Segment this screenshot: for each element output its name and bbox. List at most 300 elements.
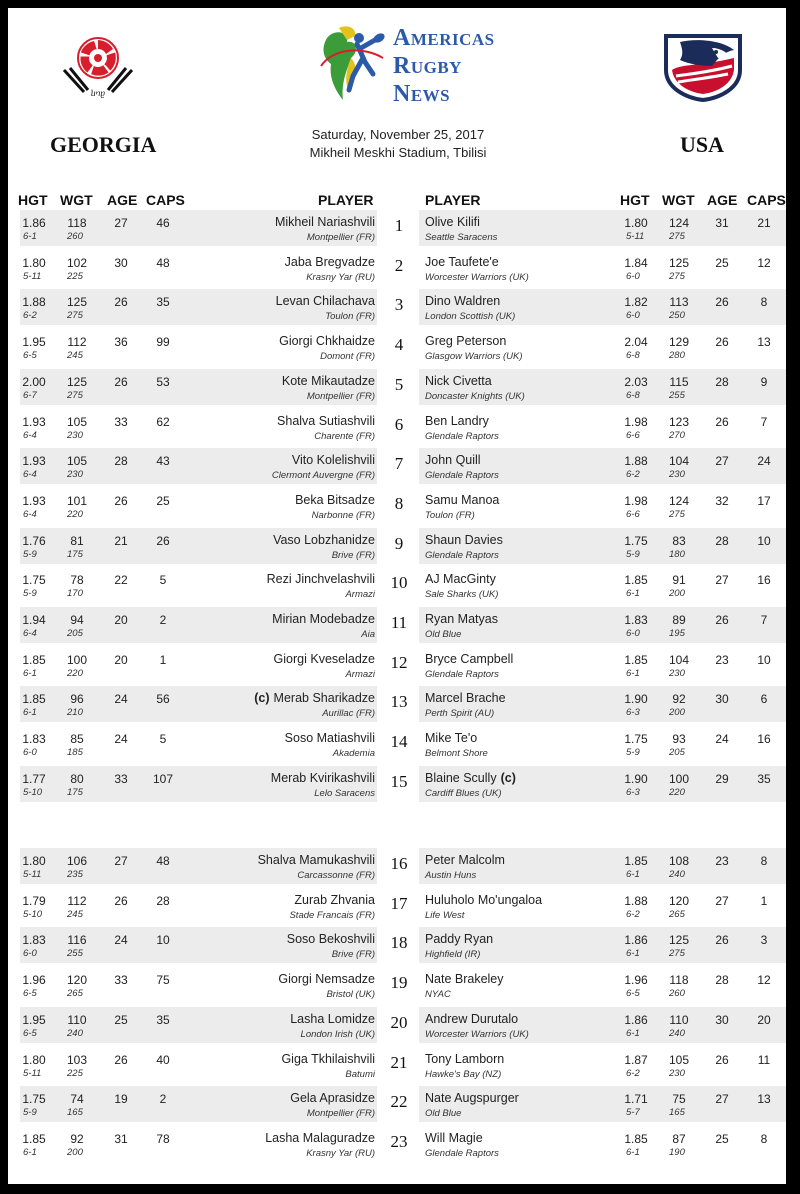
georgia-height-ft: 6-4 <box>23 469 37 481</box>
usa-weight-lb: 230 <box>669 469 685 481</box>
georgia-player-club: Lelo Saracens <box>314 787 375 799</box>
team-name-georgia: GEORGIA <box>50 132 157 157</box>
georgia-player-club: Montpellier (FR) <box>306 390 375 402</box>
georgia-height-ft: 6-4 <box>23 628 37 639</box>
usa-weight-kg: 110 <box>669 1012 689 1027</box>
usa-weight-kg: 118 <box>669 973 689 988</box>
usa-player-name <box>425 493 499 507</box>
georgia-height-m: 1.93 <box>22 493 46 508</box>
georgia-player-name-text: Mikheil Nariashvili <box>274 215 375 229</box>
brand-line-1: Americas <box>393 25 495 51</box>
lineup-row <box>8 686 786 722</box>
jersey-number: 4 <box>394 335 404 355</box>
georgia-age: 24 <box>114 933 128 948</box>
lineup-row <box>8 1007 786 1043</box>
usa-height-ft: 6-8 <box>626 350 640 362</box>
lineup-row <box>8 369 786 405</box>
usa-player-club: Doncaster Knights (UK) <box>425 390 525 402</box>
usa-height-ft: 6-1 <box>626 588 640 600</box>
usa-player-club: Old Blue <box>425 1108 462 1120</box>
georgia-player-name-text: Giga Tkhilaishvili <box>281 1051 375 1066</box>
georgia-age: 27 <box>114 854 128 868</box>
usa-height-m: 1.84 <box>624 255 648 270</box>
georgia-caps: 5 <box>159 732 167 747</box>
georgia-age: 24 <box>114 732 128 747</box>
georgia-player-name-text: Zurab Zhvania <box>294 892 375 907</box>
georgia-height-m: 1.94 <box>22 613 46 627</box>
lineup-row <box>8 409 786 445</box>
georgia-height-m: 1.76 <box>22 533 46 548</box>
georgia-height-ft: 6-1 <box>23 707 37 719</box>
usa-height-ft: 6-8 <box>626 389 640 401</box>
usa-player-name-text: Ryan Matyas <box>425 612 498 626</box>
usa-caps: 20 <box>757 1012 771 1027</box>
usa-weight-kg: 123 <box>668 414 690 429</box>
usa-height-ft: 6-1 <box>626 1027 640 1039</box>
usa-age: 28 <box>715 973 729 988</box>
georgia-weight-kg: 74 <box>70 1092 84 1107</box>
georgia-height-m: 2.00 <box>22 374 46 389</box>
georgia-player-name <box>287 932 375 946</box>
georgia-player-name <box>285 255 375 269</box>
georgia-player-name-text: Kote Mikautadze <box>281 373 375 388</box>
georgia-age: 33 <box>114 414 128 429</box>
georgia-height-m: 1.93 <box>22 414 46 429</box>
usa-player-name-text: Olive Kilifi <box>425 215 480 229</box>
georgia-height-ft: 6-7 <box>23 389 37 401</box>
usa-player-name <box>425 533 503 547</box>
captain-marker: (c) <box>254 691 270 706</box>
georgia-weight-lb: 275 <box>67 310 83 322</box>
georgia-player-club: Brive (FR) <box>331 549 375 561</box>
georgia-player-club: Krasny Yar (RU) <box>306 1147 375 1159</box>
usa-height-ft: 6-2 <box>626 469 640 481</box>
georgia-player-name <box>274 652 375 666</box>
georgia-player-name-text: Lasha Lomidze <box>290 1011 375 1026</box>
usa-player-name <box>425 972 504 986</box>
header-hgt-right: HGT <box>620 192 650 208</box>
georgia-age: 20 <box>114 652 128 667</box>
header-player-left: PLAYER <box>318 192 374 208</box>
usa-weight-lb: 180 <box>669 548 685 560</box>
georgia-height-ft: 5-11 <box>23 1067 42 1079</box>
header-hgt-left: HGT <box>18 192 48 208</box>
jersey-number: 19 <box>390 973 408 993</box>
georgia-height-m: 1.77 <box>22 771 46 786</box>
usa-caps: 1 <box>760 893 768 908</box>
usa-player-club: Old Blue <box>425 629 462 640</box>
georgia-player-name <box>273 533 375 547</box>
usa-height-ft: 6-3 <box>626 707 640 719</box>
georgia-weight-kg: 78 <box>70 573 84 588</box>
usa-height-m: 1.85 <box>624 1131 648 1146</box>
usa-player-name <box>425 255 499 269</box>
usa-caps: 8 <box>760 1131 768 1146</box>
usa-caps: 10 <box>757 533 771 548</box>
georgia-age: 26 <box>114 295 128 310</box>
georgia-height-ft: 6-0 <box>23 747 37 759</box>
georgia-height-m: 1.85 <box>22 652 46 667</box>
usa-player-club: Glasgow Warriors (UK) <box>425 351 523 363</box>
usa-height-m: 1.86 <box>624 1012 648 1027</box>
georgia-player-name <box>290 1091 375 1105</box>
georgia-weight-lb: 205 <box>67 628 83 639</box>
usa-player-name-text: Marcel Brache <box>425 691 506 706</box>
georgia-player-club: Toulon (FR) <box>325 311 375 323</box>
georgia-caps: 35 <box>156 295 170 310</box>
georgia-player-club: Domont (FR) <box>320 351 375 363</box>
lineup-row <box>8 329 786 365</box>
georgia-player-club: Aurillac (FR) <box>322 708 375 720</box>
jersey-number: 5 <box>394 374 404 394</box>
georgia-caps: 5 <box>159 573 167 588</box>
georgia-height-ft: 5-10 <box>23 786 43 798</box>
georgia-player-name-text: Vaso Lobzhanidze <box>273 532 375 547</box>
georgia-height-m: 1.75 <box>22 573 46 588</box>
usa-player-name-text: Andrew Durutalo <box>425 1011 519 1026</box>
georgia-player-name-text: Levan Chilachava <box>275 294 375 309</box>
georgia-weight-lb: 225 <box>67 270 83 282</box>
usa-player-name <box>425 414 489 428</box>
georgia-caps: 35 <box>156 1012 170 1027</box>
lineup-row <box>8 488 786 524</box>
georgia-weight-lb: 175 <box>67 786 83 798</box>
georgia-caps: 25 <box>156 493 170 508</box>
usa-weight-kg: 125 <box>668 255 690 270</box>
header-player-right: PLAYER <box>425 192 481 208</box>
georgia-player-name-text: Giorgi Kveseladze <box>273 651 375 666</box>
georgia-weight-kg: 106 <box>66 854 88 868</box>
lineup-row <box>8 647 786 683</box>
jersey-number: 12 <box>390 652 408 672</box>
usa-weight-kg: 83 <box>672 533 686 548</box>
usa-player-name <box>425 731 477 745</box>
brand-line-2: Rugby <box>393 53 462 79</box>
usa-height-ft: 6-2 <box>626 908 640 920</box>
georgia-player-name-text: Giorgi Chkhaidze <box>279 334 375 349</box>
georgia-player-name <box>295 493 375 507</box>
georgia-height-m: 1.95 <box>22 335 46 350</box>
usa-player-name <box>425 294 500 308</box>
georgia-weight-lb: 170 <box>67 588 83 600</box>
usa-player-name-text: Mike Te'o <box>425 731 478 746</box>
georgia-player-club: Armazi <box>345 668 375 680</box>
georgia-age: 30 <box>114 255 128 270</box>
usa-player-club: Glendale Raptors <box>425 668 499 680</box>
georgia-height-ft: 5-9 <box>23 548 37 560</box>
usa-player-club: Glendale Raptors <box>425 470 499 482</box>
usa-height-m: 1.85 <box>624 652 648 667</box>
usa-weight-lb: 205 <box>669 747 685 759</box>
usa-player-name-text: Tony Lamborn <box>425 1051 505 1066</box>
georgia-age: 25 <box>114 1012 128 1027</box>
rugby-player-icon <box>313 18 393 113</box>
usa-player-name <box>425 652 513 666</box>
georgia-weight-kg: 105 <box>66 454 88 469</box>
usa-weight-lb: 230 <box>669 1067 685 1079</box>
usa-player-name <box>425 453 481 467</box>
usa-caps: 8 <box>760 854 768 868</box>
usa-weight-kg: 129 <box>668 335 690 350</box>
usa-weight-lb: 240 <box>669 1027 685 1039</box>
georgia-weight-kg: 80 <box>70 771 84 786</box>
georgia-weight-lb: 210 <box>67 707 83 719</box>
usa-eagle-logo <box>660 30 746 102</box>
usa-weight-kg: 104 <box>668 454 690 469</box>
georgia-caps: 2 <box>159 1092 167 1107</box>
usa-weight-kg: 105 <box>668 1052 690 1067</box>
lineup-row <box>8 1047 786 1083</box>
georgia-player-name <box>258 853 375 867</box>
georgia-weight-kg: 101 <box>66 493 88 508</box>
usa-player-name-text: Peter Malcolm <box>425 853 505 867</box>
georgia-player-club: Stade Francais (FR) <box>289 909 375 921</box>
georgia-age: 26 <box>114 1052 128 1067</box>
usa-weight-kg: 89 <box>672 613 686 627</box>
usa-weight-lb: 275 <box>669 948 685 960</box>
usa-player-name-text: Paddy Ryan <box>425 932 494 947</box>
jersey-number: 16 <box>390 854 408 873</box>
jersey-number: 7 <box>394 454 404 474</box>
georgia-weight-kg: 112 <box>67 893 87 908</box>
usa-player-name-text: John Quill <box>425 453 481 468</box>
georgia-player-name <box>276 294 375 308</box>
header-age-right: AGE <box>707 192 738 208</box>
lineup-row <box>8 1086 786 1122</box>
usa-weight-lb: 195 <box>669 628 685 639</box>
usa-weight-lb: 270 <box>669 429 685 441</box>
georgia-weight-lb: 260 <box>67 231 83 242</box>
georgia-player-club: Akademia <box>332 748 375 760</box>
georgia-weight-lb: 185 <box>67 747 83 759</box>
header-caps-left: CAPS <box>146 192 185 208</box>
georgia-age: 20 <box>114 613 128 627</box>
georgia-height-ft: 5-11 <box>23 869 42 880</box>
georgia-weight-kg: 125 <box>66 295 88 310</box>
usa-player-name-text: Blaine Scully <box>425 770 497 785</box>
georgia-player-name <box>265 1131 375 1145</box>
georgia-player-name <box>277 414 375 428</box>
usa-weight-kg: 100 <box>668 771 690 786</box>
usa-age: 30 <box>715 692 729 707</box>
usa-player-club: Sale Sharks (UK) <box>425 589 499 601</box>
georgia-weight-kg: 102 <box>66 255 88 270</box>
usa-player-name-text: Ben Landry <box>425 413 489 428</box>
jersey-number: 22 <box>390 1092 408 1112</box>
georgia-weight-lb: 175 <box>67 548 83 560</box>
usa-player-club: Cardiff Blues (UK) <box>425 787 502 799</box>
georgia-caps: 78 <box>156 1131 170 1146</box>
usa-height-ft: 6-6 <box>626 429 640 441</box>
georgia-height-ft: 5-11 <box>23 270 42 282</box>
header-wgt-left: WGT <box>60 192 93 208</box>
usa-player-name-text: Nick Civetta <box>425 373 492 388</box>
georgia-weight-lb: 220 <box>67 667 83 679</box>
usa-height-m: 1.86 <box>624 933 648 948</box>
usa-player-name-text: Shaun Davies <box>425 532 503 547</box>
jersey-number: 13 <box>390 692 408 712</box>
usa-weight-kg: 108 <box>668 854 690 868</box>
usa-weight-lb: 255 <box>669 389 685 401</box>
georgia-weight-kg: 85 <box>70 732 84 747</box>
georgia-height-ft: 6-1 <box>23 667 37 679</box>
header-wgt-right: WGT <box>662 192 695 208</box>
lineup-row <box>8 848 786 884</box>
georgia-weight-kg: 100 <box>66 652 88 667</box>
match-date: Saturday, November 25, 2017 <box>311 127 485 142</box>
georgia-player-name-text: Rezi Jinchvelashvili <box>266 572 375 587</box>
usa-player-club: London Scottish (UK) <box>425 311 516 323</box>
usa-caps: 10 <box>757 652 771 667</box>
usa-weight-kg: 120 <box>668 893 690 908</box>
usa-player-club: Perth Spirit (AU) <box>425 708 495 720</box>
georgia-weight-lb: 225 <box>67 1067 83 1079</box>
usa-age: 26 <box>715 335 729 350</box>
usa-caps: 17 <box>757 493 771 508</box>
usa-caps: 16 <box>757 732 771 747</box>
georgia-player-name <box>279 334 375 348</box>
georgia-height-m: 1.85 <box>22 1131 46 1146</box>
georgia-weight-kg: 120 <box>66 973 88 988</box>
usa-height-ft: 6-0 <box>626 628 640 639</box>
usa-height-m: 2.03 <box>624 374 648 389</box>
usa-player-name-text: Nate Brakeley <box>425 972 504 987</box>
georgia-height-m: 1.80 <box>22 854 46 868</box>
georgia-weight-kg: 110 <box>67 1012 87 1027</box>
jersey-number: 18 <box>390 933 408 953</box>
usa-height-ft: 6-5 <box>626 988 640 1000</box>
usa-height-ft: 6-1 <box>626 667 640 679</box>
usa-player-name-text: Nate Augspurger <box>425 1091 519 1106</box>
georgia-age: 26 <box>114 493 128 508</box>
georgia-weight-lb: 245 <box>67 350 83 362</box>
usa-player-name <box>425 215 480 229</box>
usa-player-name <box>425 1052 504 1066</box>
usa-weight-lb: 280 <box>669 350 685 362</box>
americas-rugby-news-logo <box>313 18 513 113</box>
usa-height-m: 1.71 <box>624 1092 648 1107</box>
usa-age: 25 <box>715 1131 729 1146</box>
georgia-weight-kg: 118 <box>67 216 87 230</box>
jersey-number: 21 <box>390 1052 408 1072</box>
georgia-player-club: Armazi <box>345 589 375 601</box>
usa-caps: 24 <box>757 454 771 469</box>
georgia-weight-lb: 265 <box>67 988 83 1000</box>
usa-height-m: 1.90 <box>624 692 648 707</box>
georgia-caps: 56 <box>156 692 170 707</box>
usa-height-m: 1.96 <box>624 973 648 988</box>
usa-player-club: Life West <box>425 909 465 921</box>
match-info <box>298 126 498 162</box>
usa-player-name-text: Greg Peterson <box>425 334 507 349</box>
usa-height-m: 1.82 <box>624 295 648 310</box>
usa-weight-lb: 275 <box>669 508 685 520</box>
georgia-weight-lb: 275 <box>67 389 83 401</box>
georgia-height-m: 1.95 <box>22 1012 46 1027</box>
jersey-number: 15 <box>390 771 408 791</box>
georgia-player-club: Charente (FR) <box>314 430 375 442</box>
georgia-player-name <box>292 453 375 467</box>
usa-height-m: 1.75 <box>624 533 648 548</box>
georgia-weight-kg: 105 <box>66 414 88 429</box>
georgia-caps: 2 <box>159 613 167 627</box>
usa-player-name <box>425 334 506 348</box>
usa-age: 32 <box>715 493 729 508</box>
usa-height-ft: 6-2 <box>626 1067 640 1079</box>
georgia-age: 26 <box>114 893 128 908</box>
usa-caps: 13 <box>757 335 771 350</box>
usa-player-club: Worcester Warriors (UK) <box>425 271 529 283</box>
usa-age: 25 <box>715 255 729 270</box>
jersey-number: 11 <box>390 613 408 632</box>
georgia-age: 21 <box>114 533 128 548</box>
usa-weight-lb: 240 <box>669 869 685 880</box>
usa-player-name <box>425 572 496 586</box>
georgia-weight-lb: 240 <box>67 1027 83 1039</box>
jersey-number: 2 <box>394 255 404 275</box>
usa-player-name-text: Bryce Campbell <box>425 651 514 666</box>
georgia-height-m: 1.83 <box>22 933 46 948</box>
georgia-player-name <box>254 691 375 705</box>
usa-weight-lb: 200 <box>669 588 685 600</box>
usa-height-m: 2.04 <box>624 335 648 350</box>
usa-age: 28 <box>715 374 729 389</box>
usa-player-name <box>425 1012 518 1026</box>
georgia-player-club: Aia <box>361 629 375 640</box>
georgia-player-club: Carcassonne (FR) <box>297 870 375 881</box>
georgia-player-club: Clermont Auvergne (FR) <box>271 470 375 482</box>
georgia-height-ft: 6-4 <box>23 429 37 441</box>
usa-weight-kg: 104 <box>668 652 690 667</box>
georgia-weight-lb: 230 <box>67 469 83 481</box>
georgia-weight-kg: 81 <box>70 533 84 548</box>
georgia-age: 33 <box>114 973 128 988</box>
jersey-number: 17 <box>390 893 408 913</box>
usa-age: 27 <box>715 1092 729 1107</box>
usa-height-m: 1.87 <box>624 1052 648 1067</box>
usa-player-name <box>425 771 516 785</box>
georgia-height-ft: 6-5 <box>23 988 37 1000</box>
georgia-player-name-text: Vito Kolelishvili <box>291 453 375 468</box>
usa-player-club: Glendale Raptors <box>425 430 499 442</box>
georgia-height-ft: 6-1 <box>23 231 37 242</box>
jersey-number: 10 <box>390 573 408 593</box>
jersey-number: 3 <box>394 295 404 315</box>
georgia-height-m: 1.80 <box>22 255 46 270</box>
georgia-player-name <box>290 1012 375 1026</box>
team-name-usa: USA <box>680 132 725 157</box>
lineup-row <box>8 967 786 1003</box>
usa-player-name-text: Joe Taufete'e <box>425 254 499 269</box>
jersey-number: 6 <box>394 414 404 434</box>
usa-height-ft: 6-1 <box>626 1146 640 1158</box>
usa-caps: 9 <box>760 374 768 389</box>
usa-weight-kg: 75 <box>672 1092 686 1107</box>
usa-player-name-text: AJ MacGinty <box>425 572 496 587</box>
usa-age: 26 <box>715 295 729 310</box>
georgia-player-name-text: Merab Kvirikashvili <box>270 770 375 785</box>
georgia-height-ft: 6-5 <box>23 350 37 362</box>
usa-weight-lb: 190 <box>669 1146 685 1158</box>
usa-player-name-text: Will Magie <box>425 1130 483 1145</box>
usa-player-name <box>425 893 542 907</box>
georgia-player-club: Bristol (UK) <box>326 989 375 1001</box>
georgia-weight-lb: 245 <box>67 908 83 920</box>
georgia-caps: 40 <box>156 1052 170 1067</box>
georgia-player-name-text: Shalva Sutiashvili <box>277 413 375 428</box>
georgia-weight-lb: 200 <box>67 1146 83 1158</box>
georgia-weight-lb: 235 <box>67 869 83 880</box>
